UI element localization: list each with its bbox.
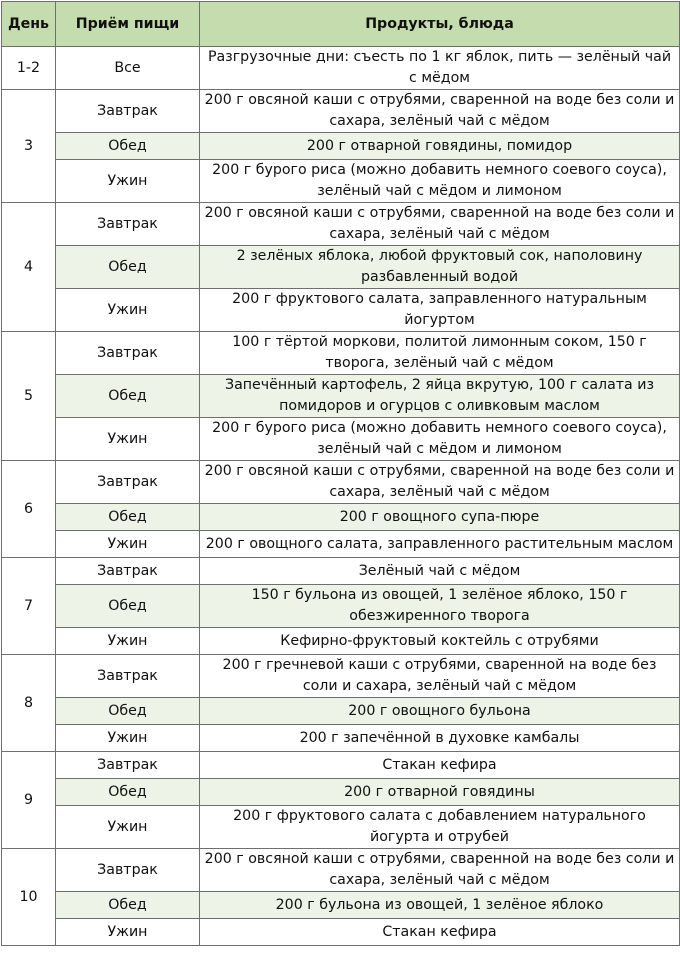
table-row [2,892,680,919]
day-cell: 7 [2,558,56,655]
meal-cell: Обед [56,375,200,418]
meal-cell: Обед [56,698,200,725]
meal-cell: Завтрак [56,655,200,698]
food-cell: 200 г овощного бульона [200,698,680,725]
header-row [2,2,680,47]
food-cell: Зелёный чай с мёдом [200,558,680,585]
table-row [2,919,680,946]
table-row [2,698,680,725]
table-row [2,246,680,289]
day-cell: 3 [2,90,56,203]
food-cell: 200 г овсяной каши с отрубями, сваренной на воде без соли и сахара, зелёный чай с мёдом [200,90,680,133]
table-row [2,655,680,698]
food-cell: 200 г овсяной каши с отрубями, сваренной на воде без соли и сахара, зелёный чай с мёдом [200,461,680,504]
meal-cell: Обед [56,585,200,628]
food-cell: Кефирно-фруктовый коктейль с отрубями [200,628,680,655]
food-cell: 150 г бульона из овощей, 1 зелёное яблоко, 150 г обезжиренного творога [200,585,680,628]
meal-cell: Завтрак [56,332,200,375]
food-cell: 100 г тёртой моркови, политой лимонным соком, 150 г творога, зелёный чай с мёдом [200,332,680,375]
table-row [2,504,680,531]
header-meal: Приём пищи [56,2,200,47]
meal-cell: Ужин [56,806,200,849]
food-cell: 200 г овощного супа-пюре [200,504,680,531]
table-row [2,752,680,779]
meal-cell: Ужин [56,160,200,203]
food-cell: Запечённый картофель, 2 яйца вкрутую, 100 г салата из помидоров и огурцов с оливковым маслом [200,375,680,418]
table-row [2,375,680,418]
meal-cell: Обед [56,246,200,289]
table-row [2,203,680,246]
table-row [2,628,680,655]
meal-cell: Завтрак [56,203,200,246]
header-food: Продукты, блюда [200,2,680,47]
day-cell: 1-2 [2,47,56,90]
meal-cell: Ужин [56,531,200,558]
food-cell: 200 г отварной говядины [200,779,680,806]
food-cell: Стакан кефира [200,919,680,946]
day-cell: 8 [2,655,56,752]
day-cell: 9 [2,752,56,849]
meal-cell: Завтрак [56,558,200,585]
meal-cell: Все [56,47,200,90]
food-cell: Разгрузочные дни: съесть по 1 кг яблок, пить — зелёный чай с мёдом [200,47,680,90]
food-cell: 200 г запечённой в духовке камбалы [200,725,680,752]
food-cell: 2 зелёных яблока, любой фруктовый сок, наполовину разбавленный водой [200,246,680,289]
diet-table [1,1,680,946]
table-row [2,418,680,461]
day-cell: 6 [2,461,56,558]
food-cell: 200 г овощного салата, заправленного растительным маслом [200,531,680,558]
meal-cell: Завтрак [56,90,200,133]
food-cell: 200 г фруктового салата, заправленного натуральным йогуртом [200,289,680,332]
table-row [2,47,680,90]
meal-cell: Обед [56,133,200,160]
food-cell: 200 г бурого риса (можно добавить немного соевого соуса), зелёный чай с мёдом и лимоном [200,418,680,461]
day-cell: 5 [2,332,56,461]
food-cell: 200 г овсяной каши с отрубями, сваренной на воде без соли и сахара, зелёный чай с мёдом [200,849,680,892]
table-row [2,585,680,628]
table-row [2,90,680,133]
meal-cell: Ужин [56,289,200,332]
diet-table-body [2,47,680,946]
meal-cell: Обед [56,779,200,806]
food-cell: 200 г фруктового салата с добавлением натурального йогурта и отрубей [200,806,680,849]
table-row [2,531,680,558]
day-cell: 10 [2,849,56,946]
meal-cell: Завтрак [56,461,200,504]
food-cell: 200 г гречневой каши с отрубями, сваренной на воде без соли и сахара, зелёный чай с мёдом [200,655,680,698]
meal-cell: Ужин [56,919,200,946]
table-row [2,461,680,504]
table-row [2,332,680,375]
table-row [2,725,680,752]
table-row [2,558,680,585]
table-row [2,160,680,203]
meal-cell: Обед [56,504,200,531]
food-cell: 200 г отварной говядины, помидор [200,133,680,160]
food-cell: 200 г бульона из овощей, 1 зелёное яблоко [200,892,680,919]
meal-cell: Ужин [56,725,200,752]
table-row [2,289,680,332]
meal-cell: Ужин [56,418,200,461]
food-cell: 200 г овсяной каши с отрубями, сваренной на воде без соли и сахара, зелёный чай с мёдом [200,203,680,246]
table-row [2,133,680,160]
table-row [2,806,680,849]
food-cell: Стакан кефира [200,752,680,779]
meal-cell: Завтрак [56,849,200,892]
meal-cell: Завтрак [56,752,200,779]
table-row [2,849,680,892]
food-cell: 200 г бурого риса (можно добавить немного соевого соуса), зелёный чай с мёдом и лимоном [200,160,680,203]
header-day: День [2,2,56,47]
meal-cell: Ужин [56,628,200,655]
table-row [2,779,680,806]
day-cell: 4 [2,203,56,332]
meal-cell: Обед [56,892,200,919]
